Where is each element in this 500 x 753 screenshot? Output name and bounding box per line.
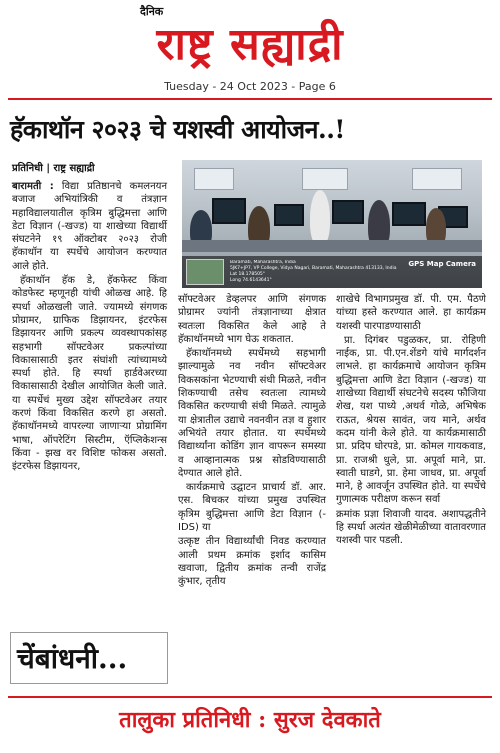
footer-reporter: तालुका प्रतिनिधी : सुरज देवकाते <box>119 707 381 733</box>
photo-person <box>310 190 330 246</box>
article-paragraph <box>12 180 167 273</box>
masthead-rule <box>8 98 492 100</box>
paragraph-text: विद्या प्रतिष्ठानचे कमलनयन बजाज अभियांत्रिकी व तंत्रज्ञान महाविद्यालयातील कृत्रिम बुद्धिमत्ता आणि डेटा विज्ञान (-खज्ड) या शाखेच्या विद्यार्थी संघटनेने १९ ऑक्टोबर २०२३ रोजी हॅकाथॉन या स्पर्धेचे आयोजन करण्यात आले होते. <box>12 181 167 272</box>
gps-address: 5JK7+JP7, VP College, Vidya Nagari, Baramati, Maharashtra 413133, India <box>230 266 397 271</box>
dateline-place: बारामती : <box>12 181 54 192</box>
photo-window <box>194 168 234 190</box>
gps-lat: Lat 18.178505° <box>230 272 266 277</box>
article-paragraph: क्रमांक प्रज्ञा शिवाजी यादव. अशापद्धतीने हि स्पर्धा अत्यंत खेळीमेळीच्या वातावरणात यशस्वी पार पडली. <box>336 508 486 547</box>
photo-monitor <box>392 202 426 226</box>
gps-map-thumbnail <box>186 259 224 285</box>
article-paragraph: हॅकाथॉनमध्ये स्पर्धेमध्ये सहभागी झाल्यामुळे नव नवीन सॉफ्टवेअर विकसकांना भेटण्याची संधी मिळते, नवीन शिकण्याची तसेच स्वतःला त्यामध्ये विकसित करण्याची संधी मिळते. त्यामुळे या क्षेत्रातील उद्याचे नवनवीन तज्ञ व हुशार अभियंते तयार होतात. या स्पर्धेमध्ये विद्यार्थ्यांना कोडिंग ज्ञान वापरून समस्या व आव्हानात्मक प्रश्न सोडविण्यासाठी देण्यात आले होते. <box>178 348 326 479</box>
article-column-1 <box>12 180 167 475</box>
article-paragraph: हॅकाथॉन हॅक डे, हॅकफेस्ट किंवा कोडफेस्ट म्हणूनही यांची ओळख आहे. हि स्पर्धा ओळखली जाते. ज्यामध्ये संगणक प्रोग्रामर, ग्राफिक डिझायनर, इंटरफेस डिझायनर आणि प्रकल्प व्यवस्थापकांसह सहभागी सॉफ्टवेअर प्रकल्पांच्या विकासासाठी इतर संघांशी त्यांच्यामध्ये स्पर्धा होते. हि स्पर्धा हार्डवेअरच्या विकासासाठी देखील आयोजित केली जाते. या स्पर्धेचं मुख्य उद्देश सॉफ्टवेअर तयार करणं किंवा विकसित करणे हा असतो. हॅकाथॉनमध्ये वापरल्या जाणाऱ्या प्रोग्रामिंग भाषा, ऑपरेटिंग सिस्टीम, ऍप्लिकेशन्स किंवा - झख वर विशिष्ट फोकस असतो. इंटरफेस डिझायनर, <box>12 275 167 473</box>
article-paragraph: शाखेचे विभागप्रमुख डॉ. पी. एम. पैठणे यांच्या हस्ते करण्यात आले. हा कार्यक्रम यशस्वी पारपाडण्यासाठी <box>336 294 486 332</box>
article-paragraph: उत्कृष्ट तीन विद्यार्थ्यांची निवड करण्यात आली प्रथम क्रमांक इर्शाद कासिम खवाजा, द्वितीय क्रमांक तन्वी राजेंद्र कुंभार, तृतीय <box>178 536 326 588</box>
photo-window <box>412 168 462 190</box>
gps-location: Baramati, Maharashtra, India <box>230 260 296 265</box>
article-paragraph: सॉफ्टवेअर डेव्हलपर आणि संगणक प्रोग्रामर ज्यांनी तंत्रज्ञानाच्या क्षेत्रात स्वतःला विकसित केले आहे ते हॅकाथॉनमध्ये भाग घेऊ शकतात. <box>178 294 326 345</box>
article-paragraph: कार्यक्रमाचे उद्घाटन प्राचार्य डॉ. आर. एस. बिचकर यांच्या प्रमुख उपस्थित कृत्रिम बुद्धिमत्ता आणि डेटा विज्ञान (-IDS) या <box>178 482 326 534</box>
masthead-title: राष्ट्र सह्याद्री <box>156 19 344 70</box>
masthead-daily-label: दैनिक <box>140 5 164 18</box>
photo-window <box>302 168 348 190</box>
sidebar-box-label: चेंबांधनी... <box>17 642 128 675</box>
article-paragraph: प्रा. दिगंबर पडुळकर, प्रा. रोहिणी नाईक, प्रा. पी.एन.शेंडगे यांचे मार्गदर्शन लाभले. हा कार्यक्रमाचे आयोजन कृत्रिम बुद्धिमत्ता आणि डेटा विज्ञान (-खज्ड) या शाखेच्या विद्यार्थी संघटनेचे सदस्य फौजिया शेख, यश पाध्ये ,अथर्व गोळे, अभिषेक राऊत, श्रेयस सावंत, जय माने, अर्थव कदम यांनी केले होते. या कार्यक्रमासाठी प्रा. प्रदिप घोरपडे, प्रा. कोमल गायकवाड, प्रा. राजश्री धुले, प्रा. अपूर्वा माने, प्रा. स्वाती घाडगे, प्रा. हेमा जाधव, प्रा. अपूर्वा माने, हे आवर्जून उपस्थित होते. या स्पर्धेचे गुणात्मक परीक्षण करून सर्वा <box>336 334 486 506</box>
article-column-2 <box>178 293 326 590</box>
gps-overlay <box>182 256 482 288</box>
article-byline: प्रतिनिधी | राष्ट्र सह्याद्री <box>12 163 95 174</box>
article-headline: हॅकाथॉन २०२३ चे यशस्वी आयोजन..! <box>10 115 345 144</box>
article-photo <box>182 160 482 288</box>
photo-monitor <box>332 200 364 224</box>
gps-badge: GPS Map Camera <box>408 260 476 268</box>
gps-text <box>230 260 410 284</box>
article-column-3 <box>336 293 486 549</box>
footer-rule <box>8 696 492 698</box>
photo-monitor <box>212 198 246 224</box>
gps-long: Long 74.6143641° <box>230 278 272 283</box>
photo-monitor <box>274 204 304 226</box>
dateline: Tuesday - 24 Oct 2023 - Page 6 <box>164 80 336 93</box>
sidebar-box <box>10 632 168 684</box>
photo-table <box>182 240 482 252</box>
